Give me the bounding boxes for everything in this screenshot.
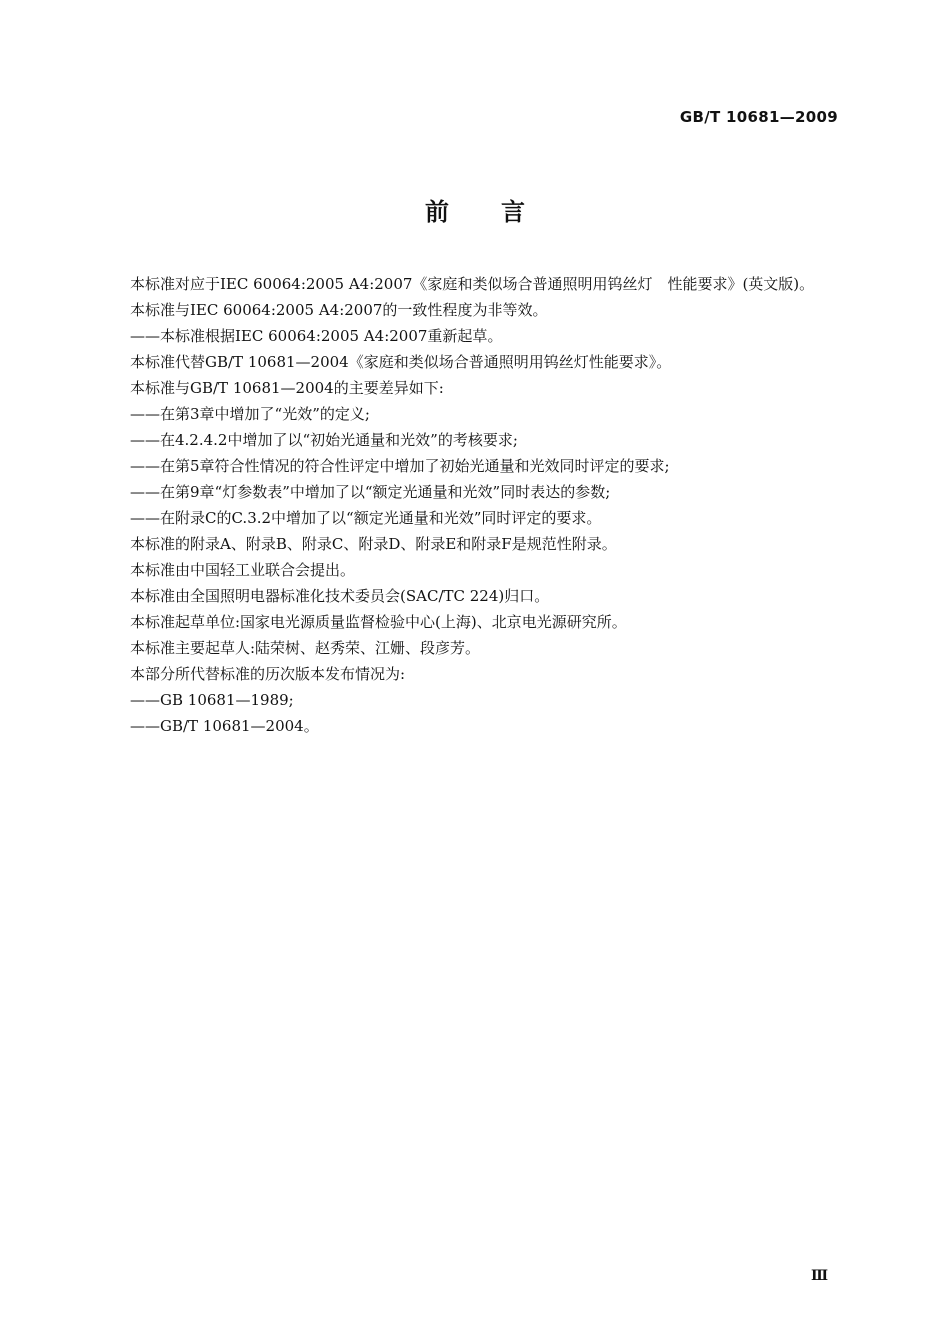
previous-edition-item: ——GB 10681—1989;	[130, 691, 294, 709]
paragraph-differences-intro: 本标准与GB/T 10681—2004的主要差异如下:	[130, 379, 444, 397]
paragraph-annexes: 本标准的附录A、附录B、附录C、附录D、附录E和附录F是规范性附录。	[130, 535, 617, 553]
difference-item: ——在4.2.4.2中增加了以“初始光通量和光效”的考核要求;	[130, 431, 518, 449]
foreword-body	[100, 271, 840, 739]
difference-item: ——在附录C的C.3.2中增加了以“额定光通量和光效”同时评定的要求。	[130, 509, 602, 527]
paragraph-previous-editions: 本部分所代替标准的历次版本发布情况为:	[130, 665, 406, 683]
paragraph-redrafted: ——本标准根据IEC 60064:2005 A4:2007重新起草。	[130, 327, 503, 345]
difference-item: ——在第9章“灯参数表”中增加了以“额定光通量和光效”同时表达的参数;	[130, 483, 611, 501]
page-title: 前言	[425, 198, 577, 226]
paragraph-proposed-by: 本标准由中国轻工业联合会提出。	[130, 561, 356, 579]
previous-edition-item: ——GB/T 10681—2004。	[130, 717, 319, 735]
paragraph-replaces: 本标准代替GB/T 10681—2004《家庭和类似场合普通照明用钨丝灯性能要求》。	[130, 353, 672, 371]
page-number: Ⅲ	[810, 1268, 828, 1284]
paragraph-technical-committee: 本标准由全国照明电器标准化技术委员会(SAC/TC 224)归口。	[130, 587, 550, 605]
paragraph-correspondence: 本标准对应于IEC 60064:2005 A4:2007《家庭和类似场合普通照明用钨丝灯 性能要求》(英文版)。	[130, 275, 815, 293]
difference-item: ——在第3章中增加了“光效”的定义;	[130, 405, 370, 423]
paragraph-drafters: 本标准主要起草人:陆荣树、赵秀荣、江姗、段彦芳。	[130, 639, 481, 657]
difference-item: ——在第5章符合性情况的符合性评定中增加了初始光通量和光效同时评定的要求;	[130, 457, 670, 475]
paragraph-drafting-units: 本标准起草单位:国家电光源质量监督检验中心(上海)、北京电光源研究所。	[130, 613, 627, 631]
paragraph-consistency: 本标准与IEC 60064:2005 A4:2007的一致性程度为非等效。	[130, 301, 548, 319]
standard-code: GB/T 10681—2009	[679, 108, 838, 126]
